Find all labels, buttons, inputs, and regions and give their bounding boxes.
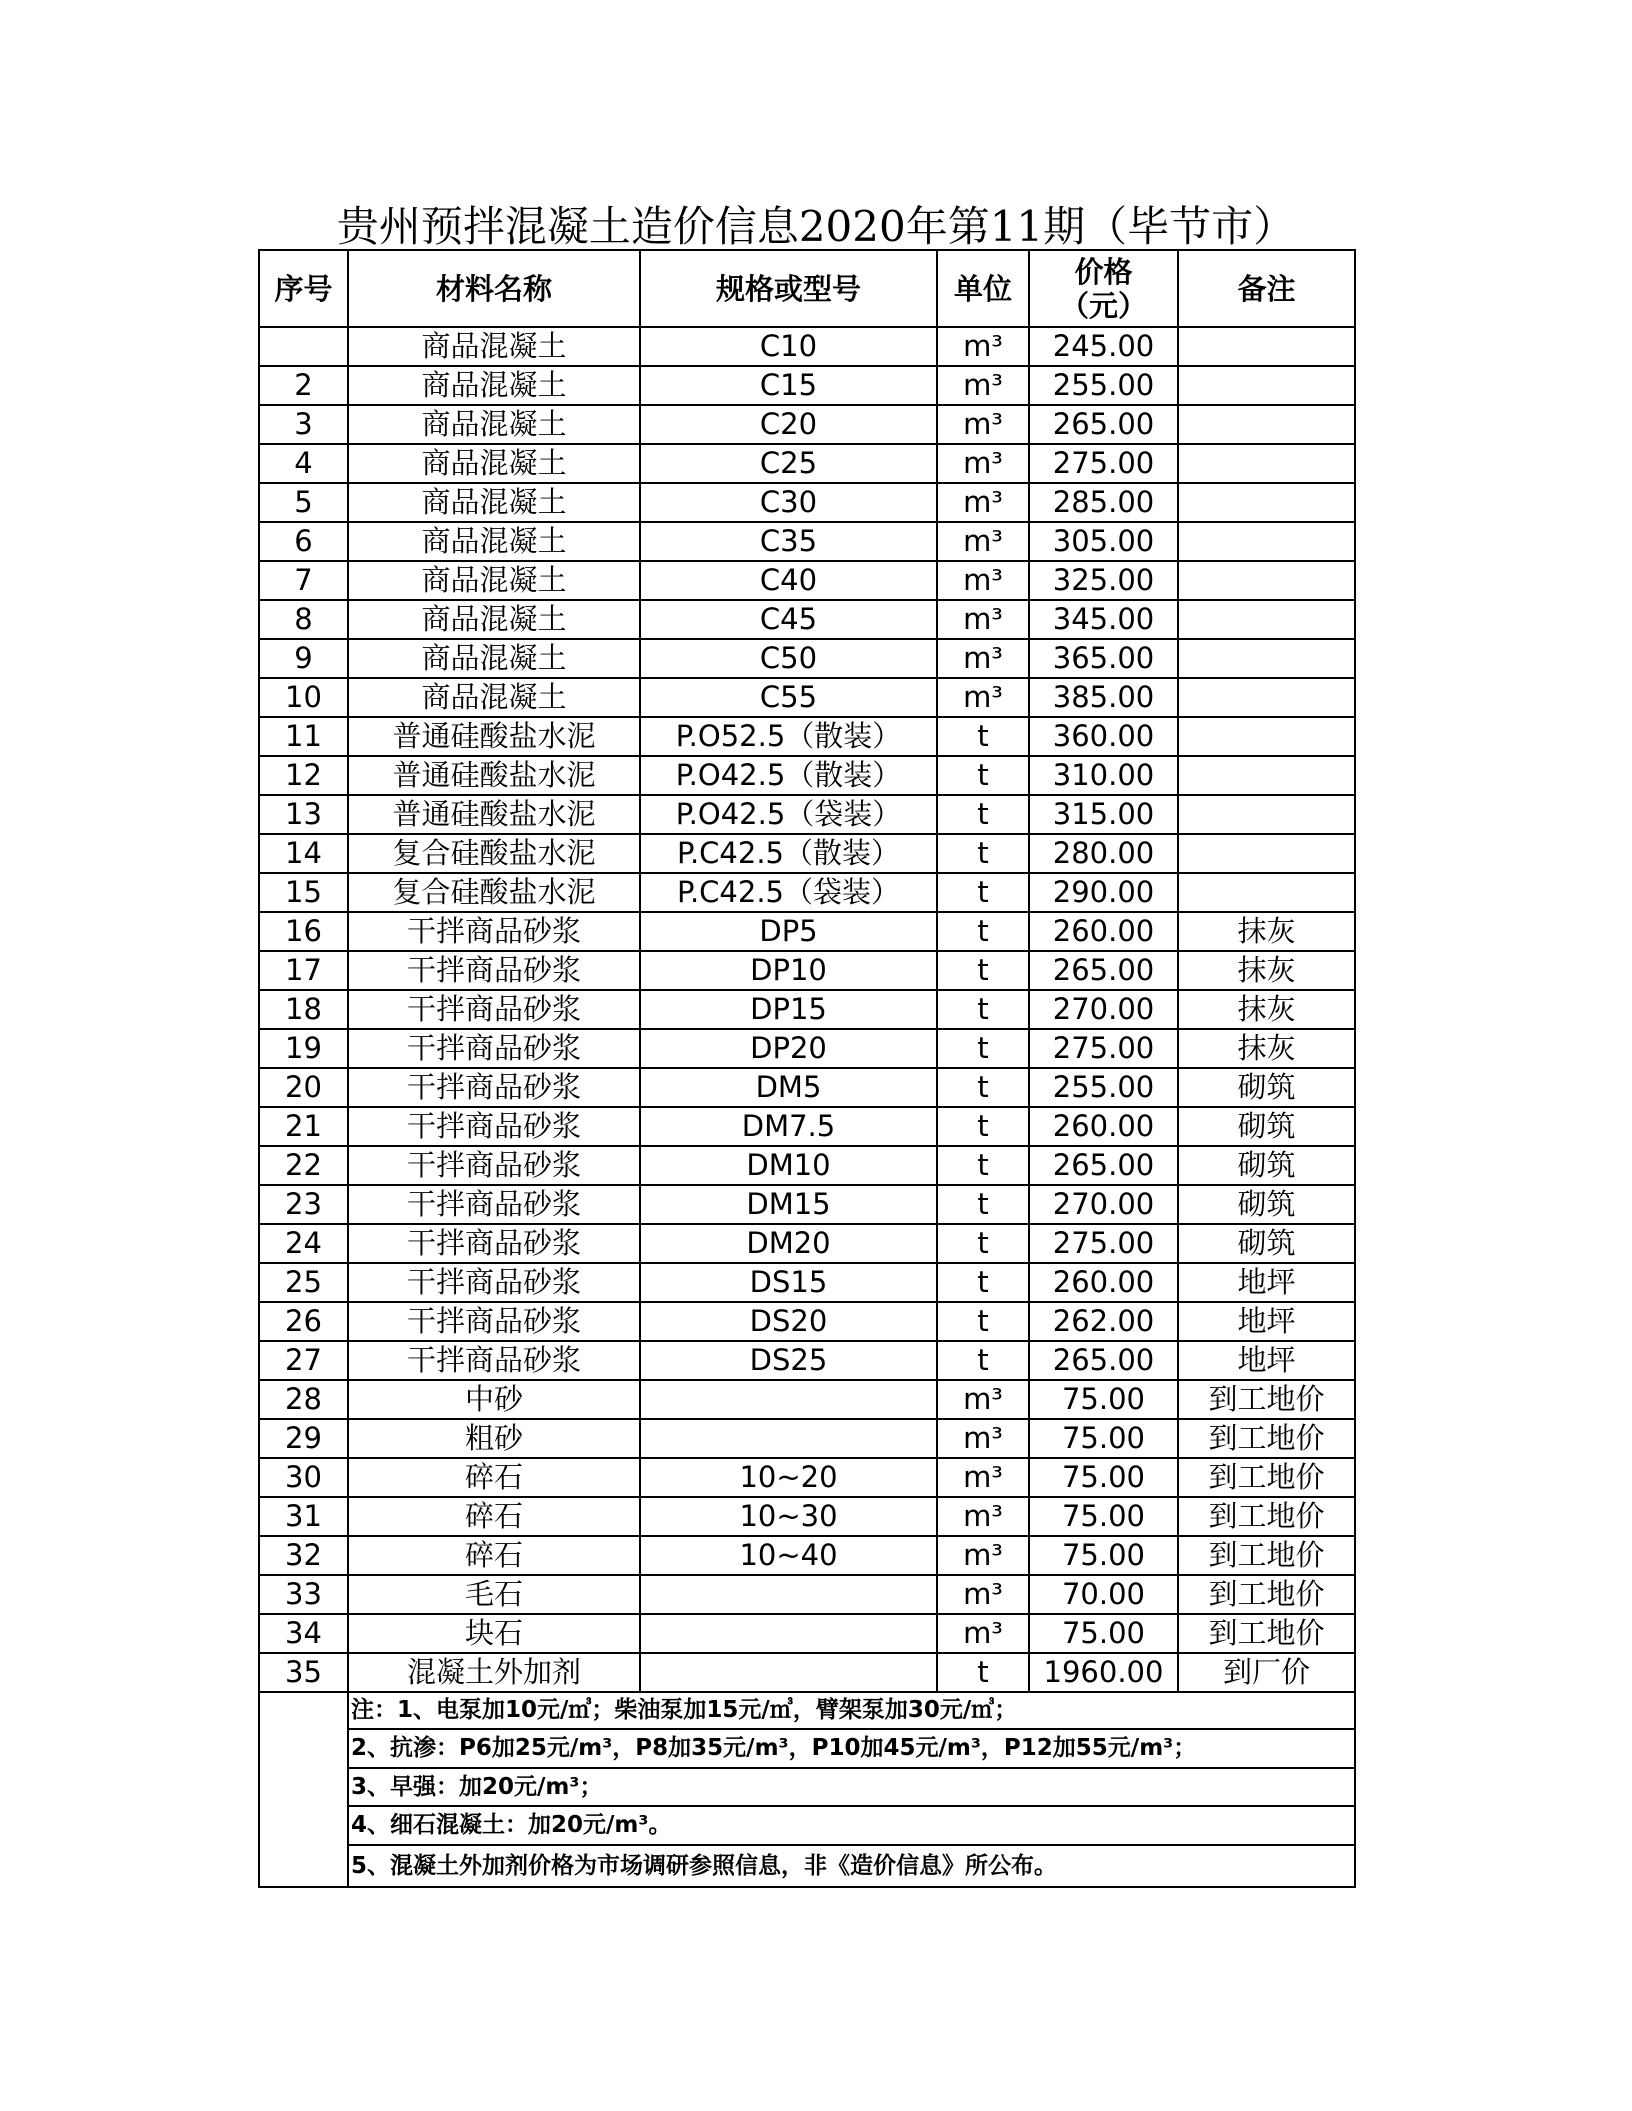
cell-unit: t	[937, 717, 1029, 756]
cell-unit: m³	[937, 1536, 1029, 1575]
cell-material-name: 商品混凝土	[348, 561, 640, 600]
cell-price: 75.00	[1029, 1419, 1178, 1458]
cell-price: 255.00	[1029, 1068, 1178, 1107]
cell-remark	[1178, 873, 1355, 912]
cell-spec	[640, 1575, 937, 1614]
cell-no: 11	[259, 717, 348, 756]
cell-remark: 砌筑	[1178, 1185, 1355, 1224]
cell-price: 260.00	[1029, 912, 1178, 951]
cell-material-name: 商品混凝土	[348, 366, 640, 405]
cell-remark: 砌筑	[1178, 1068, 1355, 1107]
cell-spec: DM5	[640, 1068, 937, 1107]
table-row	[259, 1068, 1355, 1107]
cell-no: 15	[259, 873, 348, 912]
cell-price: 285.00	[1029, 483, 1178, 522]
cell-spec: P.C42.5（袋装）	[640, 873, 937, 912]
cell-price: 245.00	[1029, 327, 1178, 366]
cell-no: 27	[259, 1341, 348, 1380]
cell-price: 260.00	[1029, 1107, 1178, 1146]
cell-remark: 抹灰	[1178, 912, 1355, 951]
notes-blank-cell	[259, 1692, 348, 1887]
price-table	[258, 249, 1356, 1888]
cell-no: 7	[259, 561, 348, 600]
cell-material-name: 商品混凝土	[348, 405, 640, 444]
cell-material-name: 商品混凝土	[348, 444, 640, 483]
cell-unit: m³	[937, 405, 1029, 444]
cell-spec: C30	[640, 483, 937, 522]
cell-remark	[1178, 405, 1355, 444]
cell-price: 260.00	[1029, 1263, 1178, 1302]
cell-spec: DM20	[640, 1224, 937, 1263]
table-row	[259, 951, 1355, 990]
header-no: 序号	[259, 250, 348, 327]
cell-price: 265.00	[1029, 405, 1178, 444]
cell-no: 26	[259, 1302, 348, 1341]
cell-material-name: 干拌商品砂浆	[348, 1146, 640, 1185]
cell-spec: DS20	[640, 1302, 937, 1341]
header-price-line2: （元）	[1059, 288, 1147, 323]
cell-material-name: 普通硅酸盐水泥	[348, 756, 640, 795]
cell-spec: DP20	[640, 1029, 937, 1068]
cell-price: 265.00	[1029, 1341, 1178, 1380]
cell-spec: DM10	[640, 1146, 937, 1185]
cell-price: 75.00	[1029, 1497, 1178, 1536]
cell-spec: DM7.5	[640, 1107, 937, 1146]
cell-unit: m³	[937, 561, 1029, 600]
cell-spec	[640, 1614, 937, 1653]
table-row	[259, 1497, 1355, 1536]
cell-remark	[1178, 600, 1355, 639]
cell-spec: C50	[640, 639, 937, 678]
cell-material-name: 商品混凝土	[348, 639, 640, 678]
cell-material-name: 干拌商品砂浆	[348, 1302, 640, 1341]
cell-no: 17	[259, 951, 348, 990]
cell-no: 21	[259, 1107, 348, 1146]
cell-unit: t	[937, 795, 1029, 834]
cell-no: 34	[259, 1614, 348, 1653]
cell-material-name: 干拌商品砂浆	[348, 1263, 640, 1302]
cell-unit: t	[937, 1263, 1029, 1302]
cell-spec	[640, 1653, 937, 1692]
cell-unit: m³	[937, 522, 1029, 561]
cell-price: 1960.00	[1029, 1653, 1178, 1692]
note-text: 2、抗渗：P6加25元/m³，P8加35元/m³，P10加45元/m³，P12加55元/m³；	[348, 1729, 1355, 1768]
cell-no: 18	[259, 990, 348, 1029]
table-row	[259, 756, 1355, 795]
table-row	[259, 1302, 1355, 1341]
cell-price: 385.00	[1029, 678, 1178, 717]
cell-unit: m³	[937, 1614, 1029, 1653]
table-row	[259, 1536, 1355, 1575]
cell-no: 6	[259, 522, 348, 561]
cell-remark: 地坪	[1178, 1302, 1355, 1341]
table-row	[259, 600, 1355, 639]
cell-price: 275.00	[1029, 444, 1178, 483]
table-row	[259, 405, 1355, 444]
cell-spec: DS15	[640, 1263, 937, 1302]
cell-material-name: 中砂	[348, 1380, 640, 1419]
cell-remark: 地坪	[1178, 1341, 1355, 1380]
cell-spec: P.C42.5（散装）	[640, 834, 937, 873]
cell-unit: t	[937, 756, 1029, 795]
cell-material-name: 混凝土外加剂	[348, 1653, 640, 1692]
cell-no: 2	[259, 366, 348, 405]
cell-remark	[1178, 756, 1355, 795]
cell-no: 32	[259, 1536, 348, 1575]
cell-spec: DP15	[640, 990, 937, 1029]
cell-material-name: 碎石	[348, 1458, 640, 1497]
cell-unit: m³	[937, 1380, 1029, 1419]
cell-spec: C10	[640, 327, 937, 366]
cell-remark	[1178, 834, 1355, 873]
cell-price: 270.00	[1029, 990, 1178, 1029]
page-title: 贵州预拌混凝土造价信息2020年第11期（毕节市）	[336, 202, 1296, 251]
cell-unit: m³	[937, 444, 1029, 483]
cell-spec: DP5	[640, 912, 937, 951]
cell-price: 345.00	[1029, 600, 1178, 639]
cell-unit: m³	[937, 327, 1029, 366]
cell-price: 75.00	[1029, 1458, 1178, 1497]
cell-material-name: 商品混凝土	[348, 327, 640, 366]
cell-material-name: 干拌商品砂浆	[348, 1341, 640, 1380]
cell-no: 10	[259, 678, 348, 717]
cell-remark	[1178, 795, 1355, 834]
note-row	[259, 1806, 1355, 1845]
cell-material-name: 商品混凝土	[348, 600, 640, 639]
cell-spec: P.O52.5（散装）	[640, 717, 937, 756]
cell-material-name: 干拌商品砂浆	[348, 1068, 640, 1107]
cell-price: 265.00	[1029, 1146, 1178, 1185]
cell-no: 25	[259, 1263, 348, 1302]
cell-spec: C25	[640, 444, 937, 483]
cell-spec: C55	[640, 678, 937, 717]
cell-spec: 10~30	[640, 1497, 937, 1536]
cell-price: 270.00	[1029, 1185, 1178, 1224]
cell-material-name: 干拌商品砂浆	[348, 1185, 640, 1224]
table-row	[259, 1614, 1355, 1653]
cell-no: 13	[259, 795, 348, 834]
table-row	[259, 1185, 1355, 1224]
cell-remark: 抹灰	[1178, 990, 1355, 1029]
cell-material-name: 干拌商品砂浆	[348, 1224, 640, 1263]
table-row	[259, 1653, 1355, 1692]
cell-no: 30	[259, 1458, 348, 1497]
cell-unit: m³	[937, 1419, 1029, 1458]
table-row	[259, 366, 1355, 405]
table-row	[259, 1419, 1355, 1458]
cell-price: 360.00	[1029, 717, 1178, 756]
cell-remark: 到工地价	[1178, 1575, 1355, 1614]
cell-remark: 抹灰	[1178, 951, 1355, 990]
cell-material-name: 碎石	[348, 1536, 640, 1575]
cell-unit: m³	[937, 678, 1029, 717]
header-unit: 单位	[937, 250, 1029, 327]
cell-remark	[1178, 678, 1355, 717]
note-row	[259, 1845, 1355, 1887]
table-row	[259, 1029, 1355, 1068]
cell-material-name: 碎石	[348, 1497, 640, 1536]
cell-remark	[1178, 327, 1355, 366]
table-row	[259, 1380, 1355, 1419]
table-row	[259, 1107, 1355, 1146]
cell-no: 12	[259, 756, 348, 795]
cell-spec	[640, 1380, 937, 1419]
header-name: 材料名称	[348, 250, 640, 327]
cell-no: 20	[259, 1068, 348, 1107]
cell-unit: t	[937, 912, 1029, 951]
table-row	[259, 1458, 1355, 1497]
cell-no: 14	[259, 834, 348, 873]
note-text: 4、细石混凝土：加20元/m³。	[348, 1806, 1355, 1845]
cell-no: 33	[259, 1575, 348, 1614]
cell-remark	[1178, 444, 1355, 483]
cell-remark: 到工地价	[1178, 1419, 1355, 1458]
cell-spec: P.O42.5（袋装）	[640, 795, 937, 834]
cell-price: 255.00	[1029, 366, 1178, 405]
header-remark: 备注	[1178, 250, 1355, 327]
cell-remark	[1178, 522, 1355, 561]
note-row	[259, 1729, 1355, 1768]
cell-remark: 砌筑	[1178, 1224, 1355, 1263]
cell-no	[259, 327, 348, 366]
cell-no: 3	[259, 405, 348, 444]
cell-unit: m³	[937, 366, 1029, 405]
cell-material-name: 普通硅酸盐水泥	[348, 795, 640, 834]
cell-price: 315.00	[1029, 795, 1178, 834]
cell-spec: C40	[640, 561, 937, 600]
cell-price: 275.00	[1029, 1224, 1178, 1263]
header-price	[1029, 250, 1178, 327]
cell-no: 9	[259, 639, 348, 678]
cell-price: 70.00	[1029, 1575, 1178, 1614]
cell-remark	[1178, 561, 1355, 600]
cell-material-name: 商品混凝土	[348, 483, 640, 522]
header-spec: 规格或型号	[640, 250, 937, 327]
cell-spec: DS25	[640, 1341, 937, 1380]
cell-remark: 到厂价	[1178, 1653, 1355, 1692]
cell-no: 35	[259, 1653, 348, 1692]
cell-unit: t	[937, 1029, 1029, 1068]
note-row	[259, 1768, 1355, 1806]
cell-price: 265.00	[1029, 951, 1178, 990]
cell-material-name: 商品混凝土	[348, 522, 640, 561]
cell-spec: DP10	[640, 951, 937, 990]
cell-price: 280.00	[1029, 834, 1178, 873]
cell-remark: 地坪	[1178, 1263, 1355, 1302]
cell-unit: t	[937, 834, 1029, 873]
cell-price: 290.00	[1029, 873, 1178, 912]
cell-remark	[1178, 483, 1355, 522]
cell-unit: t	[937, 1224, 1029, 1263]
cell-remark: 到工地价	[1178, 1536, 1355, 1575]
cell-no: 28	[259, 1380, 348, 1419]
table-row	[259, 873, 1355, 912]
cell-remark: 到工地价	[1178, 1497, 1355, 1536]
header-price-line1: 价格	[1074, 254, 1133, 289]
cell-no: 22	[259, 1146, 348, 1185]
cell-no: 24	[259, 1224, 348, 1263]
cell-spec	[640, 1419, 937, 1458]
cell-unit: t	[937, 951, 1029, 990]
note-text: 注：1、电泵加10元/㎥；柴油泵加15元/㎥，臂架泵加30元/㎥；	[348, 1692, 1355, 1729]
table-row	[259, 444, 1355, 483]
cell-no: 29	[259, 1419, 348, 1458]
cell-price: 262.00	[1029, 1302, 1178, 1341]
cell-price: 310.00	[1029, 756, 1178, 795]
cell-spec: 10~40	[640, 1536, 937, 1575]
cell-material-name: 毛石	[348, 1575, 640, 1614]
cell-unit: t	[937, 1653, 1029, 1692]
cell-material-name: 普通硅酸盐水泥	[348, 717, 640, 756]
cell-price: 325.00	[1029, 561, 1178, 600]
note-text: 3、早强：加20元/m³；	[348, 1768, 1355, 1806]
cell-unit: t	[937, 1185, 1029, 1224]
cell-remark: 到工地价	[1178, 1458, 1355, 1497]
note-text: 5、混凝土外加剂价格为市场调研参照信息，非《造价信息》所公布。	[348, 1845, 1355, 1887]
cell-remark: 砌筑	[1178, 1107, 1355, 1146]
cell-unit: m³	[937, 1575, 1029, 1614]
table-row	[259, 717, 1355, 756]
cell-spec: P.O42.5（散装）	[640, 756, 937, 795]
cell-price: 75.00	[1029, 1536, 1178, 1575]
cell-remark	[1178, 366, 1355, 405]
cell-material-name: 干拌商品砂浆	[348, 1107, 640, 1146]
cell-unit: m³	[937, 1458, 1029, 1497]
cell-price: 305.00	[1029, 522, 1178, 561]
cell-spec: C45	[640, 600, 937, 639]
table-row	[259, 483, 1355, 522]
cell-unit: m³	[937, 1497, 1029, 1536]
cell-material-name: 粗砂	[348, 1419, 640, 1458]
cell-unit: m³	[937, 600, 1029, 639]
cell-material-name: 干拌商品砂浆	[348, 951, 640, 990]
table-row	[259, 1263, 1355, 1302]
table-row	[259, 639, 1355, 678]
table-row	[259, 834, 1355, 873]
cell-unit: t	[937, 990, 1029, 1029]
cell-no: 16	[259, 912, 348, 951]
cell-price: 75.00	[1029, 1614, 1178, 1653]
cell-material-name: 块石	[348, 1614, 640, 1653]
table-row	[259, 912, 1355, 951]
cell-no: 23	[259, 1185, 348, 1224]
cell-unit: t	[937, 1107, 1029, 1146]
cell-no: 4	[259, 444, 348, 483]
table-row	[259, 1575, 1355, 1614]
cell-spec: C35	[640, 522, 937, 561]
cell-no: 5	[259, 483, 348, 522]
cell-remark	[1178, 717, 1355, 756]
cell-price: 275.00	[1029, 1029, 1178, 1068]
cell-spec: 10~20	[640, 1458, 937, 1497]
cell-spec: DM15	[640, 1185, 937, 1224]
table-row	[259, 990, 1355, 1029]
cell-unit: m³	[937, 639, 1029, 678]
cell-unit: t	[937, 873, 1029, 912]
note-row	[259, 1692, 1355, 1729]
cell-material-name: 干拌商品砂浆	[348, 912, 640, 951]
cell-remark: 到工地价	[1178, 1614, 1355, 1653]
cell-unit: m³	[937, 483, 1029, 522]
cell-unit: t	[937, 1146, 1029, 1185]
cell-remark: 砌筑	[1178, 1146, 1355, 1185]
cell-remark: 到工地价	[1178, 1380, 1355, 1419]
table-row	[259, 678, 1355, 717]
cell-material-name: 复合硅酸盐水泥	[348, 834, 640, 873]
cell-no: 19	[259, 1029, 348, 1068]
cell-unit: t	[937, 1341, 1029, 1380]
price-table-body	[259, 250, 1355, 1887]
table-row	[259, 327, 1355, 366]
cell-remark: 抹灰	[1178, 1029, 1355, 1068]
cell-remark	[1178, 639, 1355, 678]
table-row	[259, 522, 1355, 561]
cell-material-name: 复合硅酸盐水泥	[348, 873, 640, 912]
table-row	[259, 795, 1355, 834]
cell-material-name: 干拌商品砂浆	[348, 1029, 640, 1068]
cell-material-name: 干拌商品砂浆	[348, 990, 640, 1029]
cell-unit: t	[937, 1068, 1029, 1107]
cell-spec: C20	[640, 405, 937, 444]
table-row	[259, 561, 1355, 600]
table-header-row	[259, 250, 1355, 327]
cell-material-name: 商品混凝土	[348, 678, 640, 717]
cell-no: 31	[259, 1497, 348, 1536]
table-row	[259, 1341, 1355, 1380]
cell-price: 75.00	[1029, 1380, 1178, 1419]
table-row	[259, 1146, 1355, 1185]
cell-unit: t	[937, 1302, 1029, 1341]
cell-price: 365.00	[1029, 639, 1178, 678]
cell-spec: C15	[640, 366, 937, 405]
table-row	[259, 1224, 1355, 1263]
cell-no: 8	[259, 600, 348, 639]
